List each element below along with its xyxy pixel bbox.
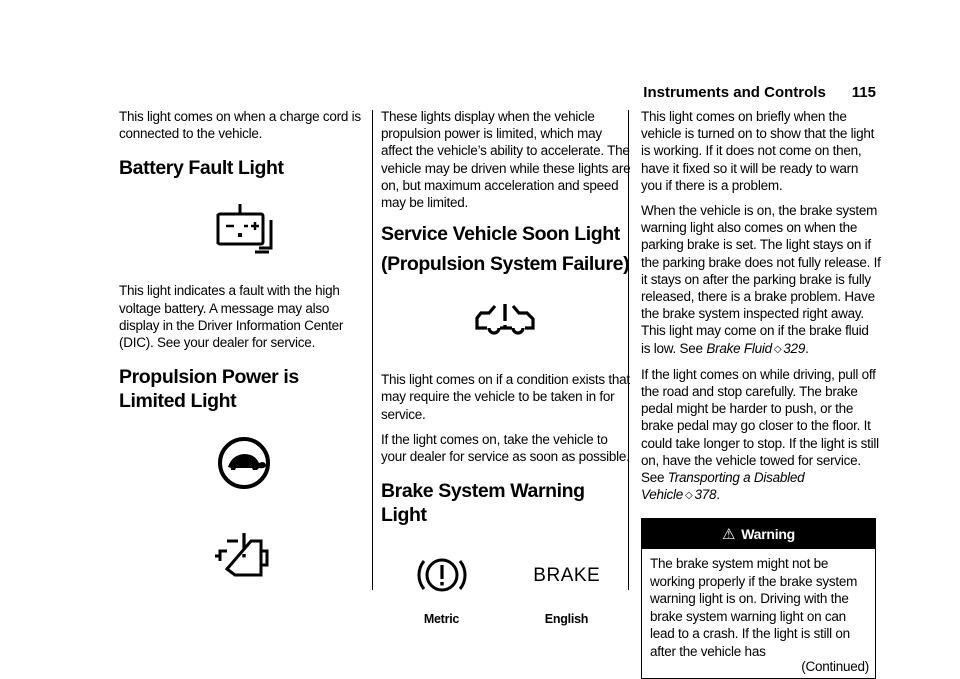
service-vehicle-text-2: If the light comes on, take the vehicle to your dealer for service as soon as possible. (381, 431, 630, 465)
transporting-link[interactable]: Transporting a Disabled Vehicle (641, 470, 805, 503)
battery-fault-heading: Battery Fault Light (119, 157, 284, 180)
warning-text: The brake system might not be working properly if the brake system warning light is on. Driving with the brake system warning light on can lead to a crash. If the light is still on after the vehicle has (650, 556, 858, 659)
brake-light-text-2: When the vehicle is on, the brake system warning light also comes on when the parking brake is set. The light stays on if the parking brake does not fully release. If it stays on after the parking brake is fully released, there is a brake problem. Have the brake system inspected right away. This light may come on if the brake fluid is low. See Brake Fluid ◇ 329. (641, 203, 881, 356)
running-head (596, 84, 876, 101)
english-label: English (544, 612, 589, 627)
column-divider (372, 110, 373, 590)
continued-label: (Continued) (801, 659, 869, 675)
service-vehicle-icon (473, 301, 539, 341)
warning-body (642, 549, 875, 678)
column-2 (381, 108, 631, 628)
warning-title: Warning (741, 526, 795, 543)
brake-light-text-3-main: If the light comes on while driving, pull off the road and stop carefully. The brake pedal might be harder to push, or the brake pedal may go closer to the floor. It could take longer to stop. If the light is still on, have the vehicle towed for service. See (641, 366, 879, 486)
brake-warning-heading: Brake System Warning Light (381, 480, 585, 527)
service-vehicle-heading: Service Vehicle Soon Light (Propulsion System Failure) (381, 223, 630, 276)
brake-light-text-3: If the light comes on while driving, pull off the road and stop carefully. The brake pedal might be harder to push, or the brake pedal may go closer to the floor. It could take longer to stop. If the light is still on, have the vehicle towed for service. See Transporting a Disabled Vehicle ◇ 378. (641, 366, 879, 503)
propulsion-fault-icon (211, 529, 277, 585)
transporting-page[interactable]: 378 (694, 487, 717, 503)
section-title: Instruments and Controls (643, 84, 826, 101)
page-number: 115 (851, 84, 876, 101)
brake-fluid-link[interactable]: Brake Fluid (706, 340, 772, 356)
brake-light-text-2-main: When the vehicle is on, the brake system warning light also comes on when the parking brake is set. The light stays on if the parking brake does not fully release. If it stays on after the parking brake is fully released, there is a brake problem. Have the brake system inspected right away. This light may come on if the brake fluid is low. See (641, 203, 881, 356)
metric-label: Metric (423, 612, 460, 627)
charge-cord-text: This light comes on when a charge cord is connected to the vehicle. (119, 109, 361, 142)
warning-box (641, 518, 876, 679)
brake-light-text-1: This light comes on briefly when the vehicle is turned on to show that the light is working. If it does not come on then, have it fixed so it will be ready to warn you if there is a problem. (641, 109, 875, 193)
propulsion-limited-heading: Propulsion Power is Limited Light (119, 366, 299, 413)
column-3 (641, 108, 881, 679)
column-1 (119, 108, 369, 585)
propulsion-limited-text: These lights display when the vehicle propulsion power is limited, which may affect the vehicle’s ability to accelerate. The vehicle may be driven while these lights are on, but maximum acceleration and speed may be limited. (381, 109, 631, 211)
page-ref-icon: ◇ (685, 490, 693, 502)
page-ref-icon: ◇ (773, 343, 782, 355)
brake-text-icon: BRAKE (533, 564, 601, 586)
service-vehicle-text-1: This light comes on if a condition exists that may require the vehicle to be taken in for service. (381, 372, 630, 422)
turtle-icon (216, 435, 272, 491)
warning-header (642, 519, 875, 549)
battery-fault-text: This light indicates a fault with the high voltage battery. A message may also display in the Driver Information Center (DIC). See your dealer for service. (119, 283, 344, 351)
battery-fault-icon (213, 200, 275, 256)
brake-warning-icon (412, 553, 472, 597)
warning-icon: ⚠ (722, 526, 736, 544)
brake-fluid-page[interactable]: 329 (783, 340, 806, 356)
